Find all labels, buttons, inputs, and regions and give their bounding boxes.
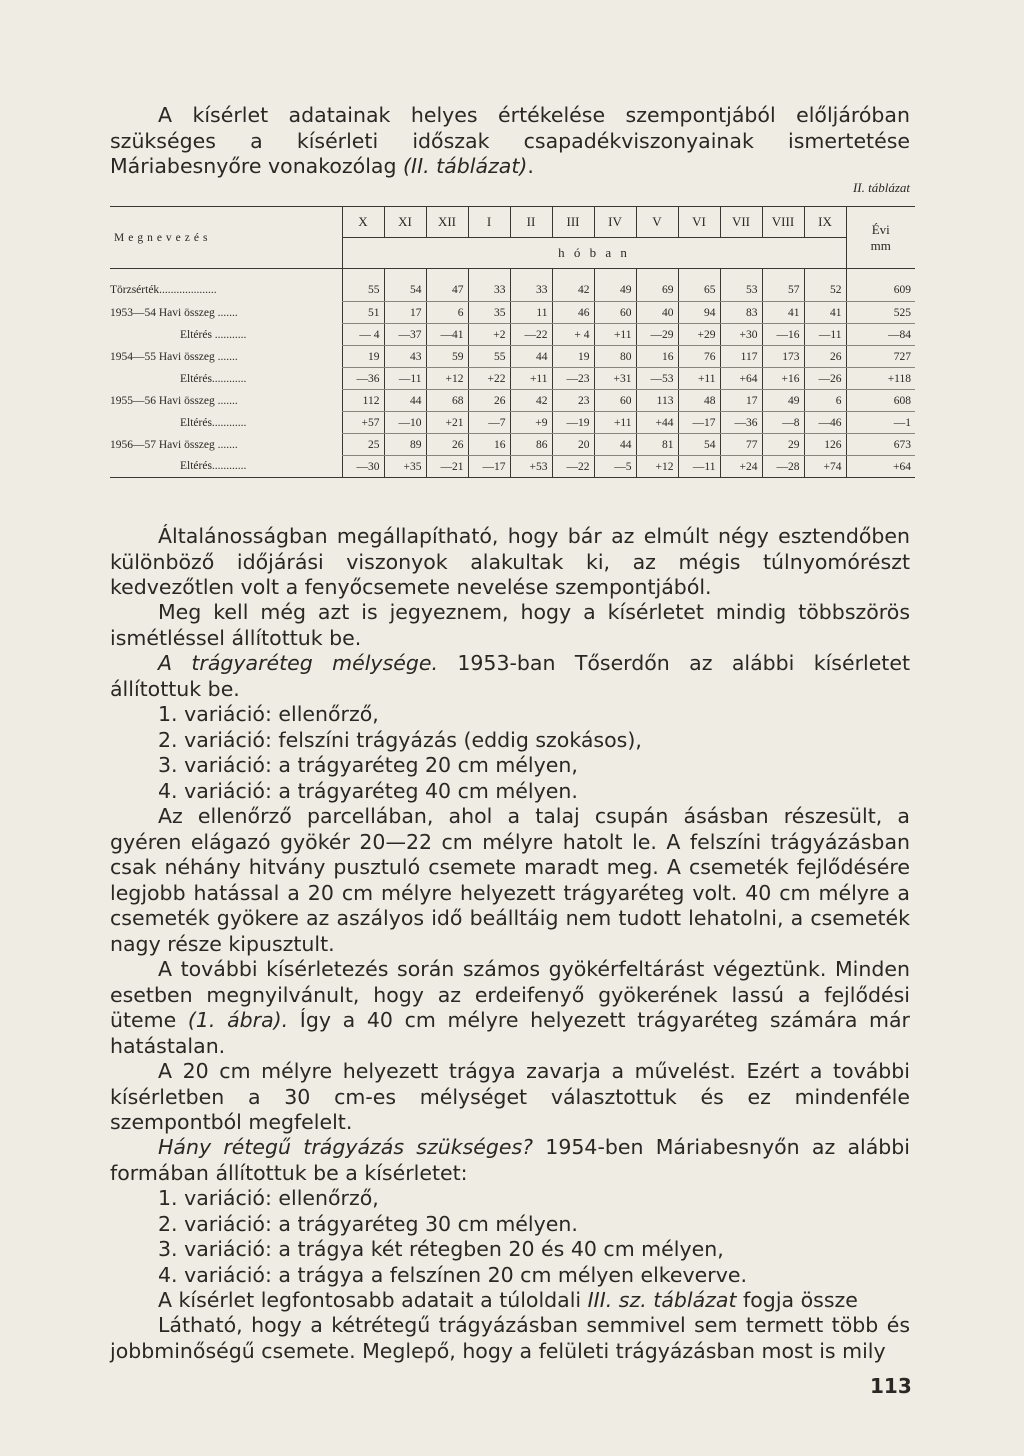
month-value-cell: —46 — [804, 412, 846, 434]
month-value-cell: —36 — [342, 368, 384, 390]
month-header: I — [468, 207, 510, 238]
month-value-cell: 49 — [762, 390, 804, 412]
table-row — [110, 390, 915, 412]
month-value-cell: —28 — [762, 456, 804, 478]
intro-text-end: . — [527, 154, 534, 178]
month-value-cell: +11 — [510, 368, 552, 390]
row-label: 1955—56 Havi összeg ....... — [110, 394, 238, 407]
paragraph-root-text-end: Így a 40 cm mélyre helyezett trágyaréteg számára már hatástalan. — [110, 1008, 910, 1058]
month-header: VI — [678, 207, 720, 238]
month-value-cell: 94 — [678, 302, 720, 324]
list-item: 2. variáció: felszíni trágyázás (eddig szokásos), — [158, 727, 642, 752]
paragraph-table-ref-text: A kísérlet legfontosabb adatait a túloldali — [158, 1288, 588, 1312]
month-value-cell: +12 — [636, 456, 678, 478]
variation-list-1 — [110, 702, 910, 804]
precipitation-table-body — [110, 269, 915, 478]
month-value-cell: 65 — [678, 269, 720, 302]
month-value-cell: —19 — [552, 412, 594, 434]
month-value-cell: 60 — [594, 302, 636, 324]
month-value-cell: 35 — [468, 302, 510, 324]
row-label: 1954—55 Havi összeg ....... — [110, 350, 238, 363]
table-row — [110, 368, 915, 390]
list-item: 3. variáció: a trágyaréteg 20 cm mélyen, — [158, 753, 578, 777]
row-label: Eltérés............ — [110, 456, 342, 478]
list-item: 4. variáció: a trágya a felszínen 20 cm mélyen elkeverve. — [158, 1262, 747, 1287]
month-value-cell: 17 — [384, 302, 426, 324]
month-header: XII — [426, 207, 468, 238]
month-header: X — [342, 207, 384, 238]
month-value-cell: —16 — [762, 324, 804, 346]
paragraph-table-ref-end: fogja össze — [736, 1288, 858, 1312]
annual-value-cell: +64 — [846, 456, 915, 478]
table-caption: II. táblázat — [852, 180, 910, 195]
month-value-cell: —36 — [720, 412, 762, 434]
month-header: XI — [384, 207, 426, 238]
month-value-cell: 59 — [426, 346, 468, 368]
month-value-cell: +29 — [678, 324, 720, 346]
month-value-cell: 17 — [720, 390, 762, 412]
month-value-cell: 49 — [594, 269, 636, 302]
paragraph-layers — [110, 1135, 910, 1186]
variation-list-2 — [110, 1186, 910, 1288]
table-row — [110, 302, 915, 324]
month-value-cell: +12 — [426, 368, 468, 390]
month-value-cell: 86 — [510, 434, 552, 456]
month-value-cell: 54 — [384, 269, 426, 302]
month-value-cell: 57 — [762, 269, 804, 302]
annual-header-label: Évi — [871, 221, 890, 237]
annual-value-cell: 609 — [846, 269, 915, 302]
month-value-cell: —11 — [678, 456, 720, 478]
month-value-cell: 80 — [594, 346, 636, 368]
paragraph-general: Általánosságban megállapítható, hogy bár az elmúlt négy esztendőben különböző időjárási viszonyok alakultak ki, az mégis túlnyomórészt kedvezőtlen volt a fenyőcsemete nevelése szempontjából. — [110, 524, 910, 599]
month-value-cell: 40 — [636, 302, 678, 324]
month-value-cell: 113 — [636, 390, 678, 412]
row-label: 1953—54 Havi összeg ....... — [110, 306, 238, 319]
month-value-cell: 51 — [342, 302, 384, 324]
month-value-cell: 33 — [468, 269, 510, 302]
month-value-cell: 26 — [804, 346, 846, 368]
month-value-cell: —5 — [594, 456, 636, 478]
month-value-cell: 44 — [384, 390, 426, 412]
annual-value-cell: —84 — [846, 324, 915, 346]
month-value-cell: 173 — [762, 346, 804, 368]
month-value-cell: — 4 — [342, 324, 384, 346]
intro-text: A kísérlet adatainak helyes értékelése szempontjából előljáróban szükséges a kísérleti időszak csapadékviszonyainak ismertetése Máriabesnyőre vonakozólag — [110, 103, 910, 178]
row-label: Törzsérték.................... — [110, 284, 217, 297]
month-value-cell: +22 — [468, 368, 510, 390]
annual-header — [846, 207, 915, 269]
month-value-cell: 42 — [510, 390, 552, 412]
month-value-cell: 68 — [426, 390, 468, 412]
month-value-cell: —22 — [552, 456, 594, 478]
paragraph-depth — [110, 651, 910, 702]
table-row — [110, 346, 915, 368]
month-value-cell: 48 — [678, 390, 720, 412]
month-value-cell: 26 — [468, 390, 510, 412]
month-value-cell: 19 — [342, 346, 384, 368]
month-value-cell: 19 — [552, 346, 594, 368]
month-header: VII — [720, 207, 762, 238]
annual-value-cell: 608 — [846, 390, 915, 412]
month-value-cell: —7 — [468, 412, 510, 434]
month-value-cell: 6 — [804, 390, 846, 412]
month-value-cell: —21 — [426, 456, 468, 478]
month-value-cell: —29 — [636, 324, 678, 346]
page-number: 113 — [870, 1374, 912, 1398]
paragraph-layers-text: 1954-ben Máriabesnyőn az alábbi formában állítottuk be a kísérletet: — [110, 1135, 910, 1185]
month-value-cell: 23 — [552, 390, 594, 412]
month-value-cell: —26 — [804, 368, 846, 390]
month-value-cell: 16 — [636, 346, 678, 368]
month-value-cell: 43 — [384, 346, 426, 368]
month-value-cell: 25 — [342, 434, 384, 456]
paragraph-note: Meg kell még azt is jegyeznem, hogy a kísérletet mindig többszörös ismétléssel állítottuk be. — [110, 600, 910, 650]
month-value-cell: +2 — [468, 324, 510, 346]
month-header: V — [636, 207, 678, 238]
month-value-cell: +11 — [678, 368, 720, 390]
month-value-cell: +74 — [804, 456, 846, 478]
annual-value-cell: —1 — [846, 412, 915, 434]
row-label: Eltérés ........... — [180, 328, 247, 341]
month-value-cell: 41 — [762, 302, 804, 324]
month-unit-header: h ó b a n — [342, 238, 846, 269]
month-value-cell: 29 — [762, 434, 804, 456]
month-header: II — [510, 207, 552, 238]
month-value-cell: +11 — [594, 324, 636, 346]
month-value-cell: +53 — [510, 456, 552, 478]
month-value-cell: 126 — [804, 434, 846, 456]
annual-value-cell: 673 — [846, 434, 915, 456]
paragraph-depth-text: 1953-ban Tőserdőn az alábbi kísérletet állítottuk be. — [110, 651, 910, 701]
month-value-cell: —11 — [384, 368, 426, 390]
month-value-cell: —41 — [426, 324, 468, 346]
section-title-depth: A trágyaréteg mélysége. — [158, 651, 438, 675]
list-item: 1. variáció: ellenőrző, — [158, 1186, 379, 1210]
annual-unit-label: mm — [870, 237, 891, 253]
precipitation-table — [110, 206, 915, 478]
month-value-cell: 76 — [678, 346, 720, 368]
annual-value-cell: 727 — [846, 346, 915, 368]
annual-value-cell: 525 — [846, 302, 915, 324]
row-label: 1956—57 Havi összeg ....... — [110, 438, 238, 451]
month-header: III — [552, 207, 594, 238]
table-row — [110, 269, 915, 302]
month-value-cell: 11 — [510, 302, 552, 324]
month-value-cell: +30 — [720, 324, 762, 346]
month-value-cell: 54 — [678, 434, 720, 456]
figure-ref: (1. ábra). — [187, 1008, 289, 1032]
month-value-cell: 46 — [552, 302, 594, 324]
month-value-cell: 112 — [342, 390, 384, 412]
month-value-cell: 53 — [720, 269, 762, 302]
paragraph-root-study — [110, 957, 910, 1059]
month-value-cell: 77 — [720, 434, 762, 456]
month-value-cell: —53 — [636, 368, 678, 390]
month-value-cell: —10 — [384, 412, 426, 434]
month-value-cell: 44 — [594, 434, 636, 456]
row-label: Eltérés............ — [180, 416, 247, 429]
month-value-cell: +35 — [384, 456, 426, 478]
month-value-cell: +64 — [720, 368, 762, 390]
month-value-cell: 16 — [468, 434, 510, 456]
month-value-cell: 44 — [510, 346, 552, 368]
month-value-cell: 83 — [720, 302, 762, 324]
month-value-cell: 81 — [636, 434, 678, 456]
month-value-cell: 89 — [384, 434, 426, 456]
table-ref: III. sz. táblázat — [587, 1288, 737, 1312]
month-value-cell: + 4 — [552, 324, 594, 346]
paragraph-conclusion: Látható, hogy a kétrétegű trágyázásban semmivel sem termett több és jobbminőségű csemete. Meglepő, hogy a felületi trágyázásban most is mily — [110, 1313, 910, 1363]
month-value-cell: 55 — [342, 269, 384, 302]
month-value-cell: 41 — [804, 302, 846, 324]
month-value-cell: 20 — [552, 434, 594, 456]
month-value-cell: 69 — [636, 269, 678, 302]
section-title-layers: Hány rétegű trágyázás szükséges? — [158, 1135, 534, 1159]
list-item: 4. variáció: a trágyaréteg 40 cm mélyen. — [158, 778, 578, 803]
month-value-cell: +57 — [342, 412, 384, 434]
table-row — [110, 456, 915, 478]
name-column-header: Megnevezés — [110, 207, 342, 269]
row-label: Eltérés............ — [180, 372, 247, 385]
month-header: VIII — [762, 207, 804, 238]
intro-paragraph — [110, 103, 910, 180]
month-value-cell: —22 — [510, 324, 552, 346]
month-header: IV — [594, 207, 636, 238]
table-row — [110, 434, 915, 456]
month-value-cell: 60 — [594, 390, 636, 412]
paragraph-root-text: A további kísérletezés során számos gyökérfeltárást végeztünk. Minden esetben megnyilvánult, hogy az erdeifenyő gyökerének lassú a fejlődési üteme — [110, 957, 910, 1032]
month-value-cell: 52 — [804, 269, 846, 302]
month-value-cell: 47 — [426, 269, 468, 302]
paragraph-30cm: A 20 cm mélyre helyezett trágya zavarja a művelést. Ezért a további kísérletben a 30 cm-es mélységet választottuk és ez mindenféle szempontból megfelelt. — [110, 1059, 910, 1134]
month-value-cell: +16 — [762, 368, 804, 390]
month-value-cell: +9 — [510, 412, 552, 434]
month-value-cell: +11 — [594, 412, 636, 434]
paragraph-table-ref — [110, 1288, 910, 1314]
month-value-cell: 42 — [552, 269, 594, 302]
annual-value-cell: +118 — [846, 368, 915, 390]
month-value-cell: —8 — [762, 412, 804, 434]
table-row — [110, 412, 915, 434]
month-value-cell: +44 — [636, 412, 678, 434]
month-value-cell: —37 — [384, 324, 426, 346]
month-value-cell: —23 — [552, 368, 594, 390]
month-value-cell: —30 — [342, 456, 384, 478]
list-item: 1. variáció: ellenőrző, — [158, 702, 379, 726]
list-item: 3. variáció: a trágya két rétegben 20 és 40 cm mélyen, — [158, 1237, 724, 1261]
month-value-cell: 33 — [510, 269, 552, 302]
month-value-cell: 26 — [426, 434, 468, 456]
month-value-cell: —17 — [468, 456, 510, 478]
month-value-cell: 117 — [720, 346, 762, 368]
month-value-cell: 55 — [468, 346, 510, 368]
month-value-cell: +21 — [426, 412, 468, 434]
month-header: IX — [804, 207, 846, 238]
month-value-cell: 6 — [426, 302, 468, 324]
month-value-cell: —17 — [678, 412, 720, 434]
table-row — [110, 324, 915, 346]
intro-table-ref: (II. táblázat) — [403, 154, 528, 178]
month-value-cell: —11 — [804, 324, 846, 346]
list-item: 2. variáció: a trágyaréteg 30 cm mélyen. — [158, 1211, 578, 1236]
month-value-cell: +24 — [720, 456, 762, 478]
paragraph-results: Az ellenőrző parcellában, ahol a talaj csupán ásásban részesült, a gyéren elágazó gyökér 20—22 cm mélyre hatolt le. A felszíni trágyázásban csak néhány hitvány pusztuló csemete maradt meg. A csemeték fejlődésére legjobb hatással a 20 cm mélyre helyezett trágyaréteg volt. 40 cm mélyre a csemeték gyökere az aszályos idő beálltáig nem tudott lehatolni, a csemeték nagy része kipusztult. — [110, 804, 910, 956]
month-value-cell: +31 — [594, 368, 636, 390]
